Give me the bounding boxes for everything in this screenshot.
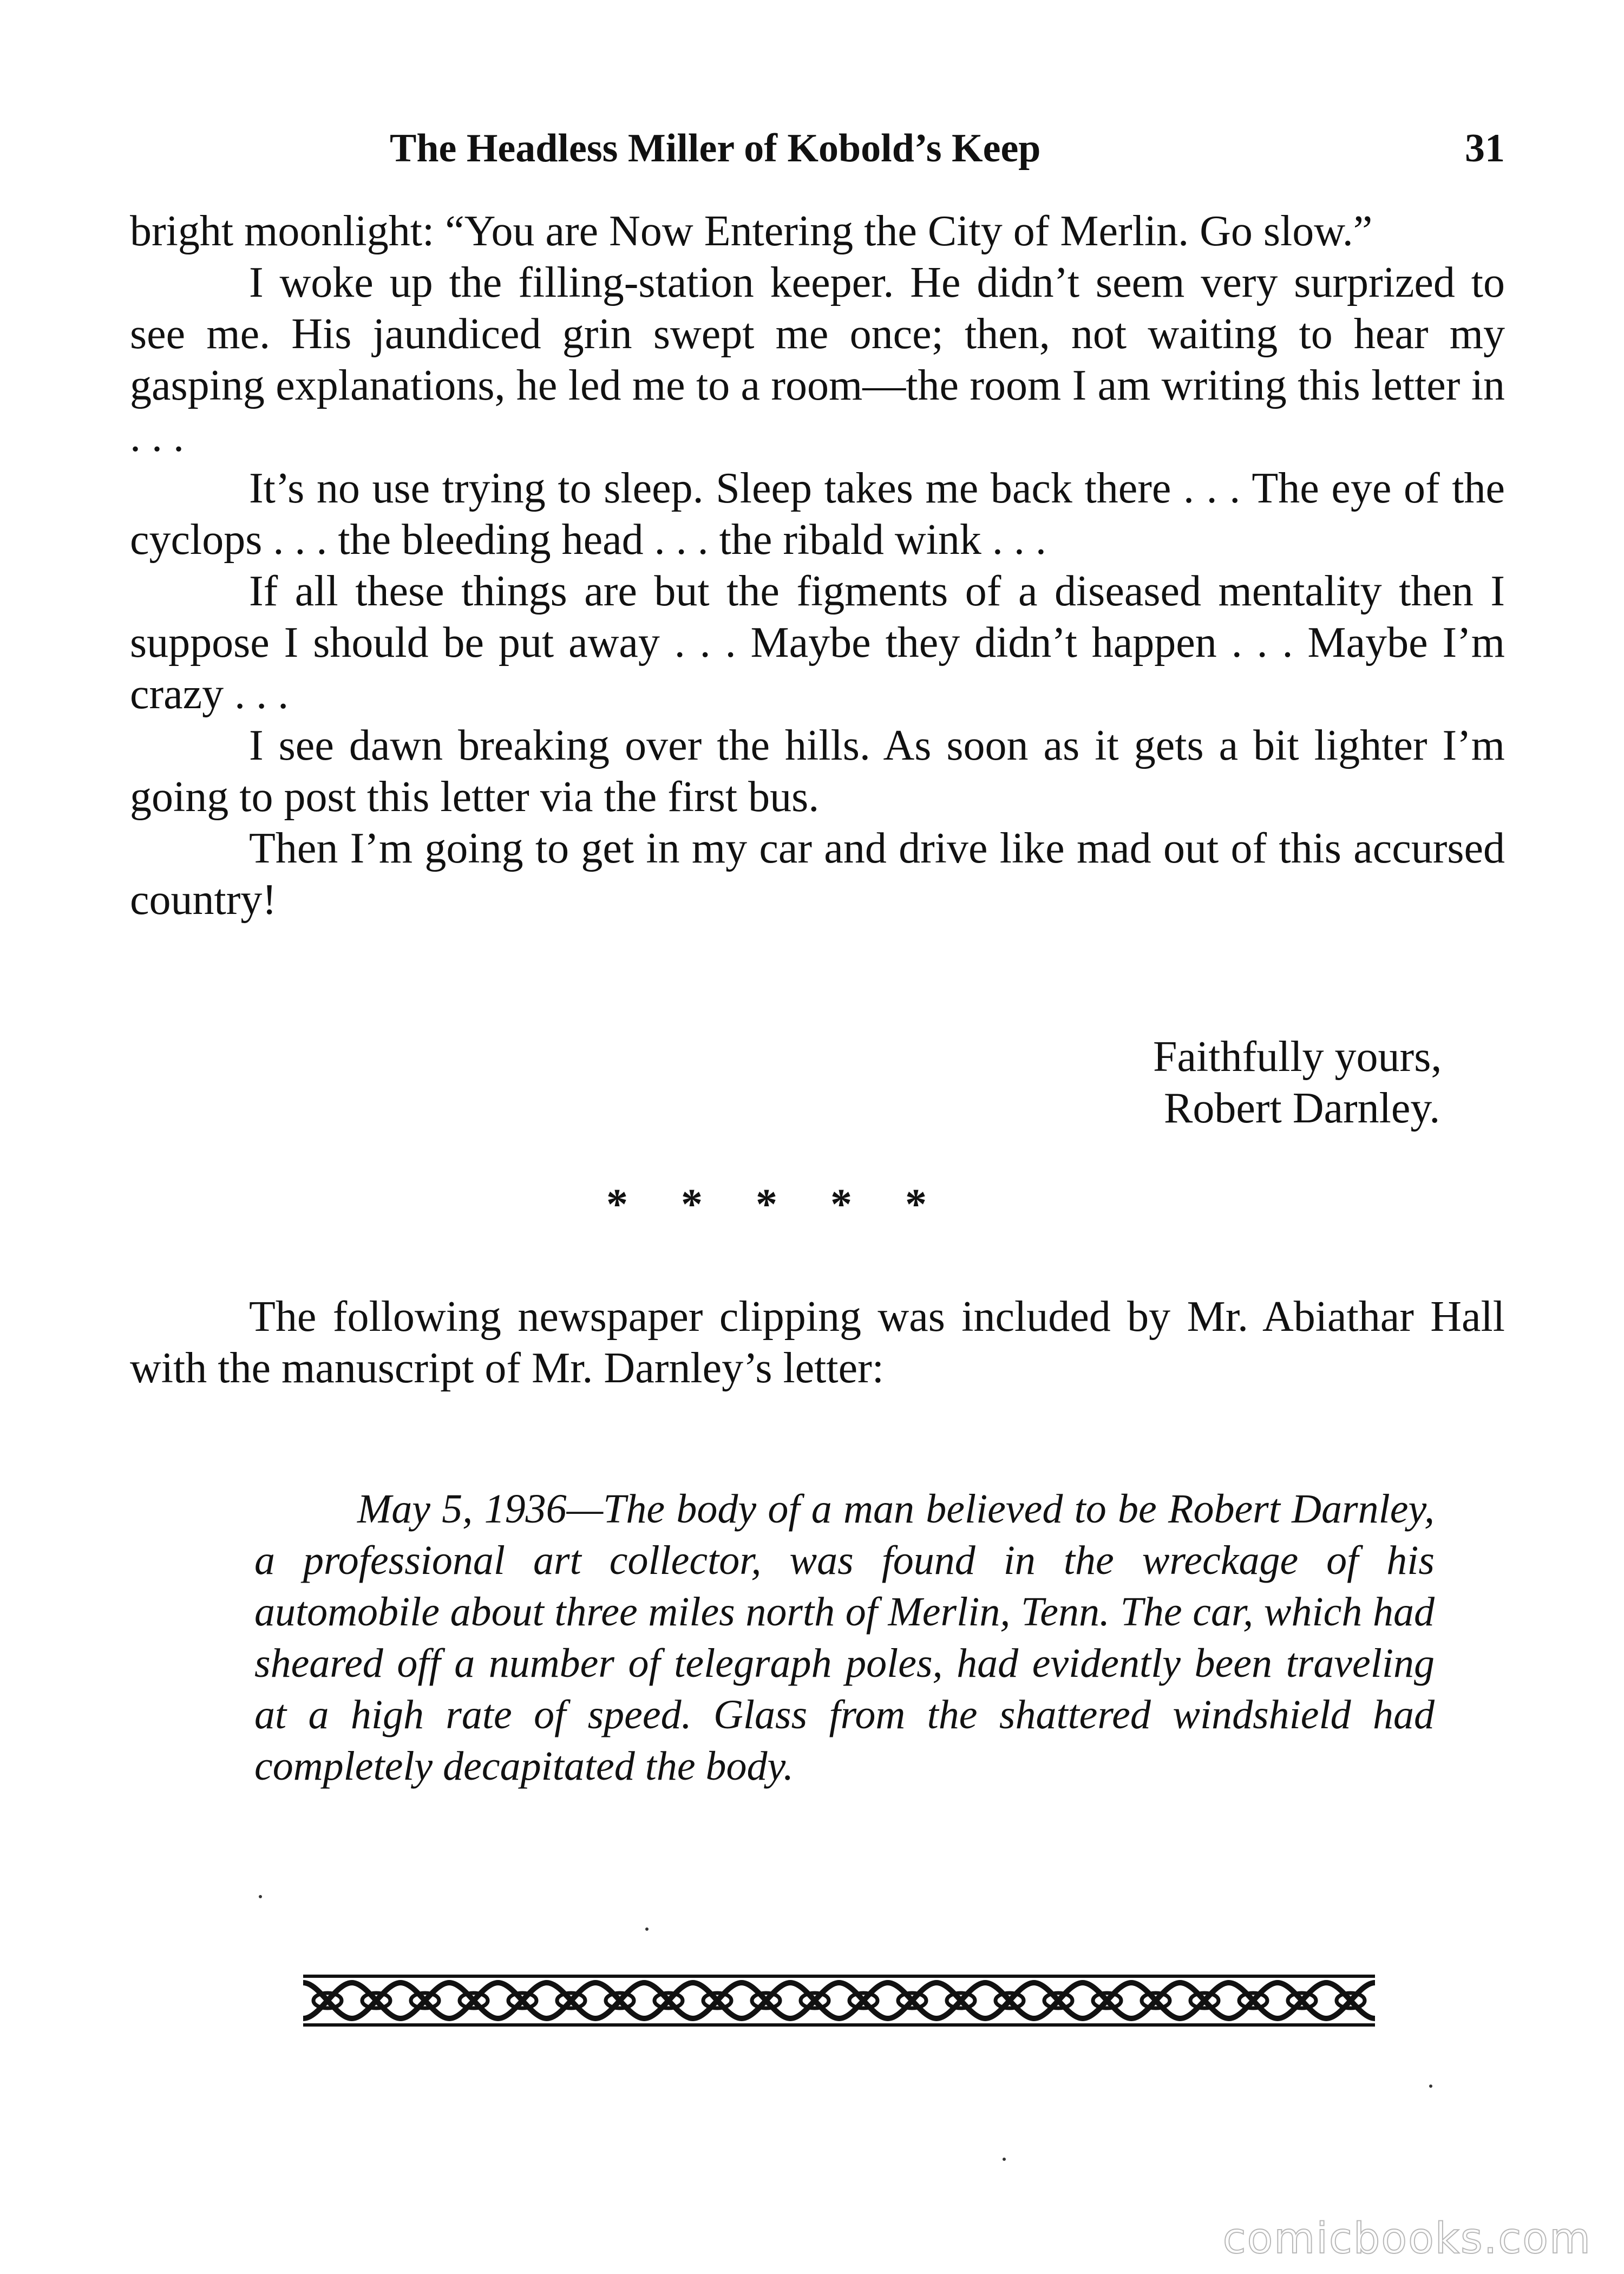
page-number: 31 (1465, 126, 1505, 171)
site-watermark: comicbooks.com (1222, 2214, 1592, 2263)
asterisk: * (830, 1181, 852, 1229)
newspaper-clipping (254, 1484, 1435, 1792)
clipping-paragraph: May 5, 1936—The body of a man believed to be Robert Darnley, a professional art collector, was found in the wreckage of his automobile about three miles north of Merlin, Tenn. The car, which had sheared off a number of telegraph poles, had evidently been traveling at a high rate of speed. Glass from the shattered windshield had completely decapitated the body. (254, 1486, 1435, 1789)
letter-body (130, 206, 1505, 926)
print-speck (645, 1927, 649, 1931)
letter-paragraph: Then I’m going to get in my car and drive like mad out of this accursed country! (130, 825, 1505, 924)
asterisk: * (606, 1181, 628, 1229)
letter-paragraph: I woke up the filling-station keeper. He didn’t seem very surprized to see me. His jaundiced grin swept me once; then, not waiting to hear my gasping explanations, he led me to a room—the room I am writing this letter in . . . (130, 259, 1505, 461)
running-head (130, 126, 1505, 185)
asterisk: * (681, 1181, 703, 1229)
section-separator (606, 1180, 1039, 1230)
running-title: The Headless Miller of Kobold’s Keep (390, 126, 1041, 171)
braided-ornament-icon (303, 1971, 1375, 2030)
print-speck (1003, 2158, 1006, 2161)
letter-paragraph: If all these things are but the figments of a diseased mentality then I suppose I should be put away . . . Maybe they didn’t happen . . . Maybe I’m crazy . . . (130, 567, 1505, 718)
letter-paragraph: I see dawn breaking over the hills. As soon as it gets a bit lighter I’m going to post this letter via the first bus. (130, 722, 1505, 821)
letter-paragraph: It’s no use trying to sleep. Sleep takes me back there . . . The eye of the cyclops . . . the bleeding head . . . the ribald wink . . . (130, 465, 1505, 564)
clipping-intro-paragraph: The following newspaper clipping was included by Mr. Abiathar Hall with the manuscript of Mr. Darnley’s letter: (130, 1293, 1505, 1392)
asterisk: * (905, 1181, 927, 1229)
clipping-intro (130, 1291, 1505, 1394)
letter-paragraph: bright moonlight: “You are Now Entering the City of Merlin. Go slow.” (130, 207, 1373, 255)
print-speck (1429, 2084, 1432, 2088)
letter-closing: Faithfully yours, (1153, 1033, 1442, 1081)
asterisk: * (756, 1181, 777, 1229)
letter-signature: Robert Darnley. (1164, 1084, 1440, 1132)
letter-signature-block (1153, 1031, 1521, 1134)
print-speck (259, 1895, 262, 1898)
